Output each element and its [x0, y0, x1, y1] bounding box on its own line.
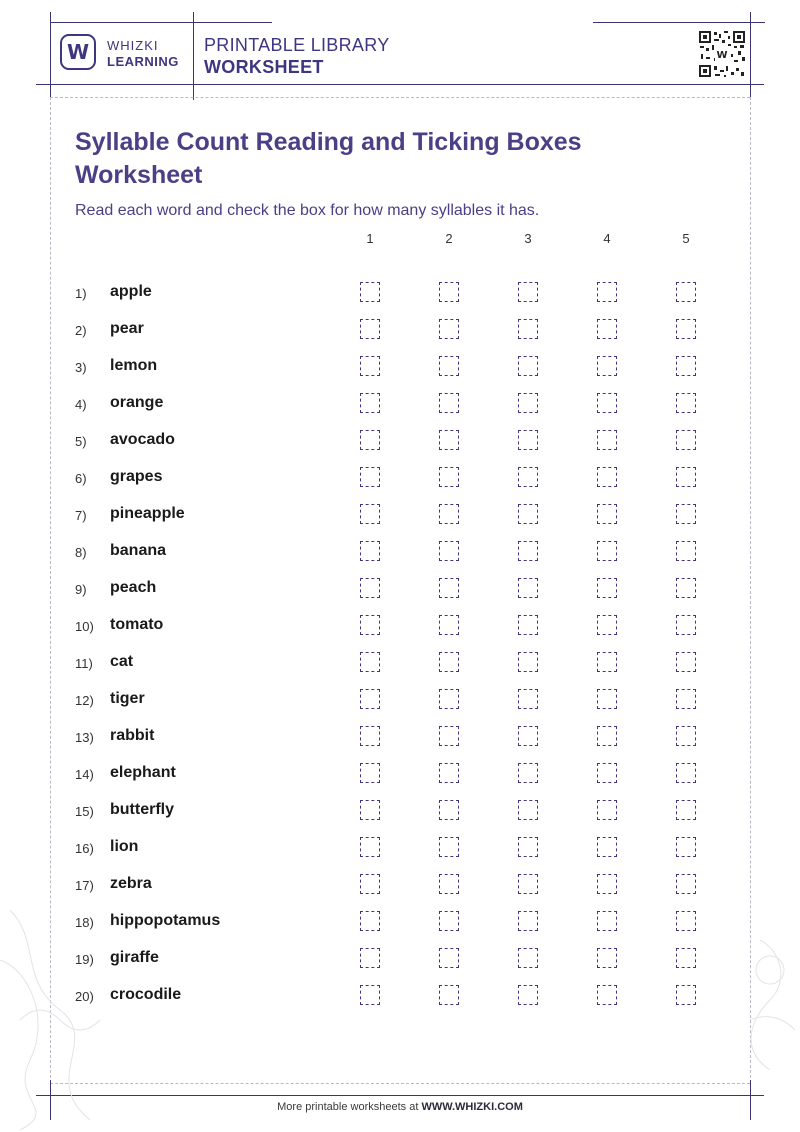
- syllable-checkbox-4[interactable]: [597, 541, 617, 561]
- syllable-checkbox-4[interactable]: [597, 800, 617, 820]
- row-number: 5): [75, 434, 87, 449]
- syllable-checkbox-3[interactable]: [518, 689, 538, 709]
- syllable-checkbox-2[interactable]: [439, 911, 459, 931]
- syllable-checkbox-5[interactable]: [676, 911, 696, 931]
- syllable-checkbox-3[interactable]: [518, 430, 538, 450]
- syllable-checkbox-1[interactable]: [360, 763, 380, 783]
- row-number: 13): [75, 730, 94, 745]
- syllable-checkbox-3[interactable]: [518, 356, 538, 376]
- logo-text-whizki: WHIZKI: [107, 38, 159, 53]
- row-number: 9): [75, 582, 87, 597]
- syllable-checkbox-4[interactable]: [597, 874, 617, 894]
- word-row: [0, 280, 800, 317]
- row-number: 10): [75, 619, 94, 634]
- syllable-checkbox-2[interactable]: [439, 356, 459, 376]
- syllable-checkbox-5[interactable]: [676, 504, 696, 524]
- column-header-4: 4: [603, 231, 611, 246]
- column-header-1: 1: [366, 231, 374, 246]
- word-row: [0, 946, 800, 983]
- syllable-checkbox-3[interactable]: [518, 615, 538, 635]
- syllable-checkbox-4[interactable]: [597, 837, 617, 857]
- row-word: rabbit: [110, 727, 155, 744]
- logo-text-learning: LEARNING: [107, 54, 179, 69]
- syllable-checkbox-2[interactable]: [439, 319, 459, 339]
- row-word: lemon: [110, 357, 158, 374]
- syllable-checkbox-1[interactable]: [360, 985, 380, 1005]
- row-number: 3): [75, 360, 87, 375]
- footer-divider-right: [750, 1080, 751, 1120]
- syllable-checkbox-4[interactable]: [597, 689, 617, 709]
- syllable-checkbox-2[interactable]: [439, 874, 459, 894]
- syllable-checkbox-1[interactable]: [360, 430, 380, 450]
- row-word: cat: [110, 653, 134, 670]
- syllable-checkbox-4[interactable]: [597, 726, 617, 746]
- syllable-checkbox-4[interactable]: [597, 985, 617, 1005]
- syllable-checkbox-2[interactable]: [439, 726, 459, 746]
- syllable-checkbox-2[interactable]: [439, 430, 459, 450]
- column-header-3: 3: [524, 231, 532, 246]
- syllable-checkbox-2[interactable]: [439, 800, 459, 820]
- row-number: 14): [75, 767, 94, 782]
- row-number: 12): [75, 693, 94, 708]
- word-row: [0, 502, 800, 539]
- syllable-checkbox-1[interactable]: [360, 874, 380, 894]
- syllable-checkbox-2[interactable]: [439, 689, 459, 709]
- row-number: 19): [75, 952, 94, 967]
- syllable-checkbox-5[interactable]: [676, 615, 696, 635]
- syllable-checkbox-2[interactable]: [439, 652, 459, 672]
- syllable-checkbox-3[interactable]: [518, 763, 538, 783]
- syllable-checkbox-5[interactable]: [676, 985, 696, 1005]
- row-word: crocodile: [110, 986, 182, 1003]
- footer-text: [0, 1101, 800, 1113]
- syllable-checkbox-1[interactable]: [360, 615, 380, 635]
- word-row: [0, 761, 800, 798]
- row-word: grapes: [110, 468, 163, 485]
- row-word: pear: [110, 320, 144, 337]
- word-row: [0, 317, 800, 354]
- row-number: 4): [75, 397, 87, 412]
- syllable-checkbox-4[interactable]: [597, 911, 617, 931]
- row-word: tomato: [110, 616, 164, 633]
- word-row: [0, 650, 800, 687]
- syllable-checkbox-5[interactable]: [676, 763, 696, 783]
- syllable-checkbox-1[interactable]: [360, 541, 380, 561]
- syllable-checkbox-4[interactable]: [597, 504, 617, 524]
- row-number: 6): [75, 471, 87, 486]
- syllable-checkbox-2[interactable]: [439, 837, 459, 857]
- syllable-checkbox-1[interactable]: [360, 393, 380, 413]
- footer-rule: [36, 1095, 764, 1096]
- header-divider-mid: [193, 12, 194, 100]
- border-top: [50, 97, 750, 98]
- syllable-checkbox-5[interactable]: [676, 652, 696, 672]
- syllable-checkbox-5[interactable]: [676, 874, 696, 894]
- whizki-logo-icon: W: [60, 34, 96, 70]
- syllable-checkbox-5[interactable]: [676, 393, 696, 413]
- word-row: [0, 613, 800, 650]
- syllable-checkbox-3[interactable]: [518, 911, 538, 931]
- row-word: orange: [110, 394, 164, 411]
- row-number: 20): [75, 989, 94, 1004]
- syllable-checkbox-3[interactable]: [518, 652, 538, 672]
- syllable-checkbox-1[interactable]: [360, 467, 380, 487]
- word-row: [0, 391, 800, 428]
- syllable-checkbox-3[interactable]: [518, 726, 538, 746]
- border-bottom: [50, 1083, 750, 1084]
- column-header-2: 2: [445, 231, 453, 246]
- word-row: [0, 354, 800, 391]
- row-number: 8): [75, 545, 87, 560]
- word-row: [0, 983, 800, 1020]
- row-number: 15): [75, 804, 94, 819]
- syllable-checkbox-5[interactable]: [676, 837, 696, 857]
- row-word: hippopotamus: [110, 912, 221, 929]
- header-rule-top-right: [593, 22, 765, 23]
- syllable-checkbox-2[interactable]: [439, 393, 459, 413]
- syllable-checkbox-1[interactable]: [360, 356, 380, 376]
- syllable-checkbox-2[interactable]: [439, 541, 459, 561]
- word-row: [0, 687, 800, 724]
- row-word: pineapple: [110, 505, 185, 522]
- syllable-checkbox-1[interactable]: [360, 726, 380, 746]
- qr-code-icon: [698, 30, 746, 78]
- syllable-checkbox-2[interactable]: [439, 615, 459, 635]
- syllable-checkbox-4[interactable]: [597, 467, 617, 487]
- syllable-checkbox-3[interactable]: [518, 393, 538, 413]
- syllable-checkbox-3[interactable]: [518, 800, 538, 820]
- syllable-checkbox-3[interactable]: [518, 541, 538, 561]
- syllable-checkbox-5[interactable]: [676, 282, 696, 302]
- syllable-checkbox-4[interactable]: [597, 319, 617, 339]
- row-number: 18): [75, 915, 94, 930]
- header-rule-top-left: [50, 22, 272, 23]
- syllable-checkbox-5[interactable]: [676, 319, 696, 339]
- row-word: zebra: [110, 875, 152, 892]
- row-number: 17): [75, 878, 94, 893]
- row-word: giraffe: [110, 949, 159, 966]
- syllable-checkbox-3[interactable]: [518, 319, 538, 339]
- word-row: [0, 909, 800, 946]
- syllable-checkbox-3[interactable]: [518, 504, 538, 524]
- syllable-checkbox-5[interactable]: [676, 726, 696, 746]
- syllable-checkbox-5[interactable]: [676, 578, 696, 598]
- syllable-checkbox-3[interactable]: [518, 874, 538, 894]
- syllable-checkbox-5[interactable]: [676, 800, 696, 820]
- row-word: avocado: [110, 431, 175, 448]
- syllable-checkbox-5[interactable]: [676, 467, 696, 487]
- word-row: [0, 798, 800, 835]
- header-divider-left: [50, 12, 51, 100]
- row-number: 16): [75, 841, 94, 856]
- word-row: [0, 576, 800, 613]
- word-row: [0, 465, 800, 502]
- syllable-checkbox-4[interactable]: [597, 948, 617, 968]
- header-worksheet-label: WORKSHEET: [204, 57, 324, 77]
- row-word: tiger: [110, 690, 145, 707]
- syllable-checkbox-4[interactable]: [597, 430, 617, 450]
- word-row: [0, 428, 800, 465]
- row-number: 7): [75, 508, 87, 523]
- syllable-checkbox-5[interactable]: [676, 541, 696, 561]
- syllable-checkbox-5[interactable]: [676, 430, 696, 450]
- syllable-checkbox-1[interactable]: [360, 837, 380, 857]
- syllable-checkbox-1[interactable]: [360, 282, 380, 302]
- syllable-checkbox-5[interactable]: [676, 689, 696, 709]
- header-divider-right: [750, 12, 751, 100]
- row-word: butterfly: [110, 801, 174, 818]
- syllable-checkbox-1[interactable]: [360, 504, 380, 524]
- word-row: [0, 835, 800, 872]
- syllable-checkbox-1[interactable]: [360, 578, 380, 598]
- header-rule-bottom: [36, 84, 764, 85]
- syllable-checkbox-4[interactable]: [597, 282, 617, 302]
- syllable-checkbox-4[interactable]: [597, 393, 617, 413]
- syllable-checkbox-1[interactable]: [360, 689, 380, 709]
- syllable-checkbox-3[interactable]: [518, 578, 538, 598]
- syllable-checkbox-1[interactable]: [360, 911, 380, 931]
- syllable-checkbox-1[interactable]: [360, 319, 380, 339]
- syllable-checkbox-2[interactable]: [439, 467, 459, 487]
- syllable-checkbox-2[interactable]: [439, 763, 459, 783]
- syllable-checkbox-3[interactable]: [518, 282, 538, 302]
- header-library-label: PRINTABLE LIBRARY: [204, 35, 390, 55]
- syllable-checkbox-4[interactable]: [597, 578, 617, 598]
- syllable-checkbox-3[interactable]: [518, 467, 538, 487]
- syllable-checkbox-2[interactable]: [439, 578, 459, 598]
- syllable-checkbox-3[interactable]: [518, 985, 538, 1005]
- syllable-checkbox-5[interactable]: [676, 356, 696, 376]
- row-word: banana: [110, 542, 167, 559]
- syllable-checkbox-1[interactable]: [360, 800, 380, 820]
- syllable-checkbox-4[interactable]: [597, 615, 617, 635]
- qr-logo-mark: W: [716, 50, 728, 61]
- footer-prefix: More printable worksheets at: [277, 1101, 422, 1113]
- row-word: lion: [110, 838, 139, 855]
- word-row: [0, 539, 800, 576]
- syllable-checkbox-5[interactable]: [676, 948, 696, 968]
- syllable-checkbox-1[interactable]: [360, 948, 380, 968]
- syllable-checkbox-1[interactable]: [360, 652, 380, 672]
- row-word: apple: [110, 283, 152, 300]
- syllable-checkbox-2[interactable]: [439, 504, 459, 524]
- syllable-checkbox-4[interactable]: [597, 763, 617, 783]
- syllable-checkbox-2[interactable]: [439, 985, 459, 1005]
- row-number: 11): [75, 656, 93, 671]
- syllable-checkbox-3[interactable]: [518, 837, 538, 857]
- footer-site-link[interactable]: WWW.WHIZKI.COM: [421, 1101, 523, 1113]
- syllable-checkbox-2[interactable]: [439, 282, 459, 302]
- row-word: peach: [110, 579, 157, 596]
- syllable-checkbox-3[interactable]: [518, 948, 538, 968]
- word-row: [0, 872, 800, 909]
- row-word: elephant: [110, 764, 176, 781]
- syllable-checkbox-2[interactable]: [439, 948, 459, 968]
- column-header-5: 5: [682, 231, 690, 246]
- syllable-checkbox-4[interactable]: [597, 652, 617, 672]
- worksheet-title: Syllable Count Reading and Ticking Boxes Worksheet: [75, 128, 582, 189]
- row-number: 1): [75, 286, 87, 301]
- row-number: 2): [75, 323, 87, 338]
- worksheet-instructions: Read each word and check the box for how many syllables it has.: [75, 202, 540, 219]
- syllable-checkbox-4[interactable]: [597, 356, 617, 376]
- word-row: [0, 724, 800, 761]
